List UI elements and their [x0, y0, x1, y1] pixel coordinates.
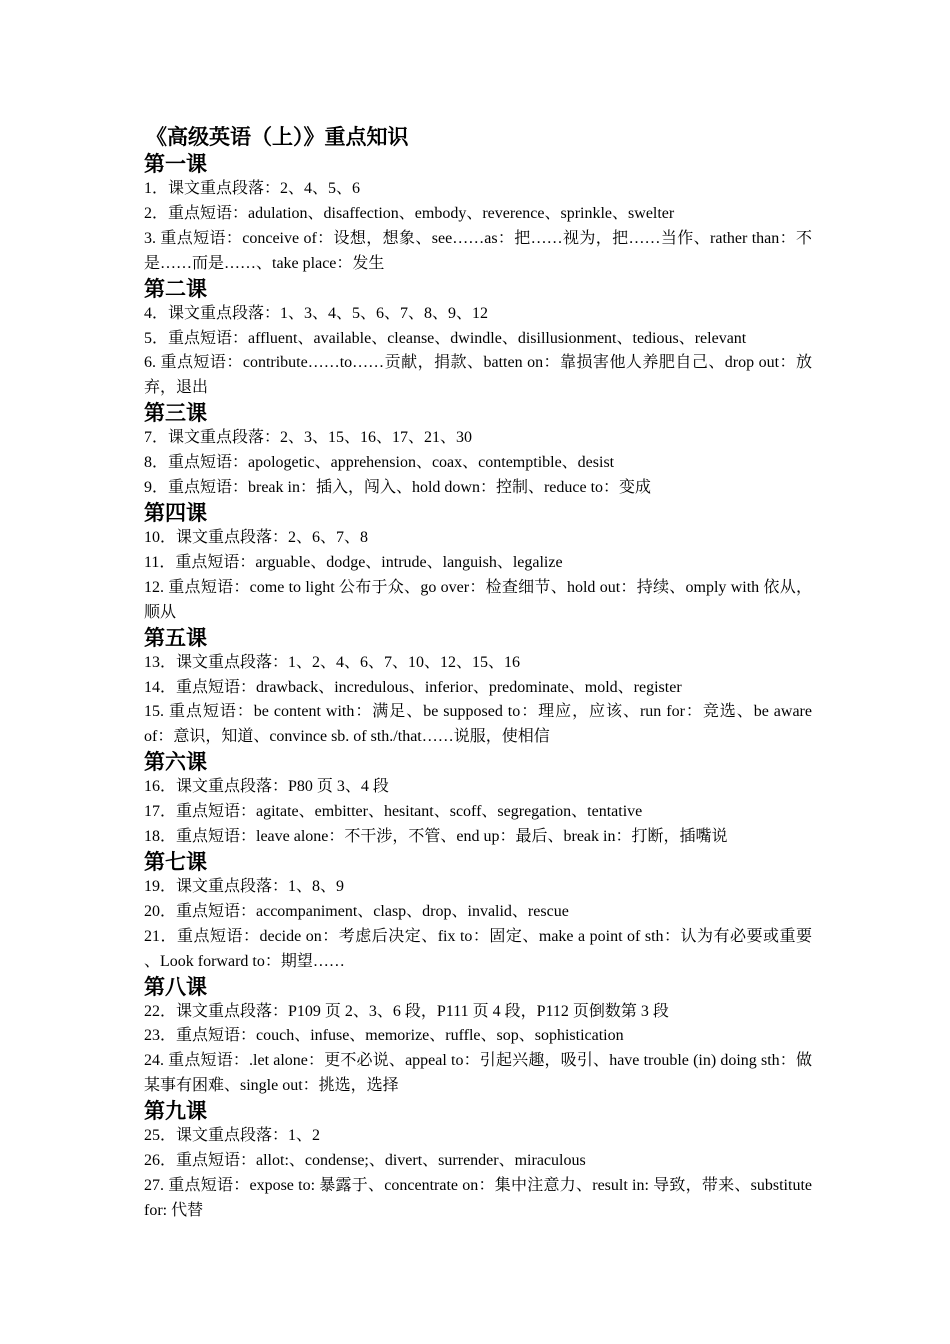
lesson-section: [144, 152, 812, 277]
key-phrases-line: 27. 重点短语：expose to: 暴露于、concentrate on：集中注意力、result in: 导致，带来、substitute for: 代替: [144, 1177, 812, 1219]
key-phrases-line: 3. 重点短语：conceive of：设想，想象、see……as：把……视为，把……当作、rather than：不是……而是……、take place：发生: [144, 229, 812, 272]
lesson-title: 第九课: [144, 1099, 207, 1124]
lesson-title: 第一课: [144, 152, 207, 176]
key-phrases-line: 9．重点短语：break in：插入，闯入、hold down：控制、reduce to：变成: [144, 479, 652, 497]
key-words-line: 2．重点短语：adulation、disaffection、embody、reverence、sprinkle、swelter: [144, 204, 675, 222]
lesson-title: 第六课: [144, 750, 207, 775]
key-words-line: 26．重点短语：allot:、condense;、divert、surrender、miraculous: [144, 1152, 586, 1170]
key-paragraphs-line: 16．课文重点段落：P80 页 3、4 段: [144, 778, 389, 796]
key-phrases-line: 12. 重点短语：come to light 公布于众、go over：检查细节、hold out：持续、omply with 依从，顺从: [144, 578, 812, 621]
key-paragraphs-line: 22．课文重点段落：P109 页 2、3、6 段，P111 页 4 段，P112 页倒数第 3 段: [144, 1002, 669, 1020]
document-page: [144, 122, 812, 1224]
key-paragraphs-line: 19．课文重点段落：1、8、9: [144, 877, 345, 895]
key-phrases-line: 21．重点短语：decide on：考虑后决定、fix to：固定、make a point of sth：认为有必要或重要 、Look forward to：期望……: [144, 927, 812, 970]
key-words-line: 11．重点短语：arguable、dodge、intrude、languish、legalize: [144, 553, 563, 571]
lesson-section: [144, 401, 812, 501]
key-paragraphs-line: 25．课文重点段落：1、2: [144, 1127, 321, 1145]
key-paragraphs-line: 1．课文重点段落：2、4、5、6: [144, 180, 361, 197]
lesson-title: 第四课: [144, 500, 207, 525]
key-phrases-line: 18．重点短语：leave alone：不干涉，不管、end up：最后、break in：打断，插嘴说: [144, 828, 728, 846]
key-words-line: 23．重点短语：couch、infuse、memorize、ruffle、sop、sophistication: [144, 1027, 624, 1045]
key-paragraphs-line: 13．课文重点段落：1、2、4、6、7、10、12、15、16: [144, 653, 521, 671]
key-words-line: 20．重点短语：accompaniment、clasp、drop、invalid、rescue: [144, 902, 569, 920]
key-phrases-line: 15. 重点短语：be content with：满足、be supposed to：理应，应该、run for：竞选、be aware of：意识，知道、convince sb. of sth./that……说服，使相信: [144, 703, 812, 746]
lesson-title: 第三课: [144, 401, 207, 426]
key-paragraphs-line: 7．课文重点段落：2、3、15、16、17、21、30: [144, 429, 473, 447]
key-paragraphs-line: 4．课文重点段落：1、3、4、5、6、7、8、9、12: [144, 304, 489, 322]
lesson-title: 第八课: [144, 974, 207, 999]
lesson-section: [144, 501, 812, 626]
lesson-section: [144, 1099, 812, 1224]
document-title: 《高级英语（上）》重点知识: [146, 125, 409, 149]
key-words-line: 5．重点短语：affluent、available、cleanse、dwindle、disillusionment、tedious、relevant: [144, 329, 747, 347]
lesson-section: [144, 850, 812, 975]
lesson-title: 第五课: [144, 625, 207, 650]
lesson-section: [144, 626, 812, 751]
lesson-title: 第二课: [144, 276, 207, 301]
key-words-line: 17．重点短语：agitate、embitter、hesitant、scoff、segregation、tentative: [144, 803, 643, 821]
key-paragraphs-line: 10．课文重点段落：2、6、7、8: [144, 528, 369, 546]
lesson-section: [144, 975, 812, 1100]
lesson-title: 第七课: [144, 849, 207, 874]
key-words-line: 14．重点短语：drawback、incredulous、inferior、predominate、mold、register: [144, 678, 682, 696]
key-words-line: 8．重点短语：apologetic、apprehension、coax、contemptible、desist: [144, 454, 615, 472]
key-phrases-line: 24. 重点短语：.let alone：更不必说、appeal to：引起兴趣，吸引、have trouble (in) doing sth：做某事有困难、single out：挑选，选择: [144, 1052, 812, 1095]
lesson-section: [144, 750, 812, 850]
lesson-section: [144, 277, 812, 402]
key-phrases-line: 6. 重点短语：contribute……to……贡献，捐款、batten on：靠损害他人养肥自己、drop out：放弃，退出: [144, 354, 812, 397]
